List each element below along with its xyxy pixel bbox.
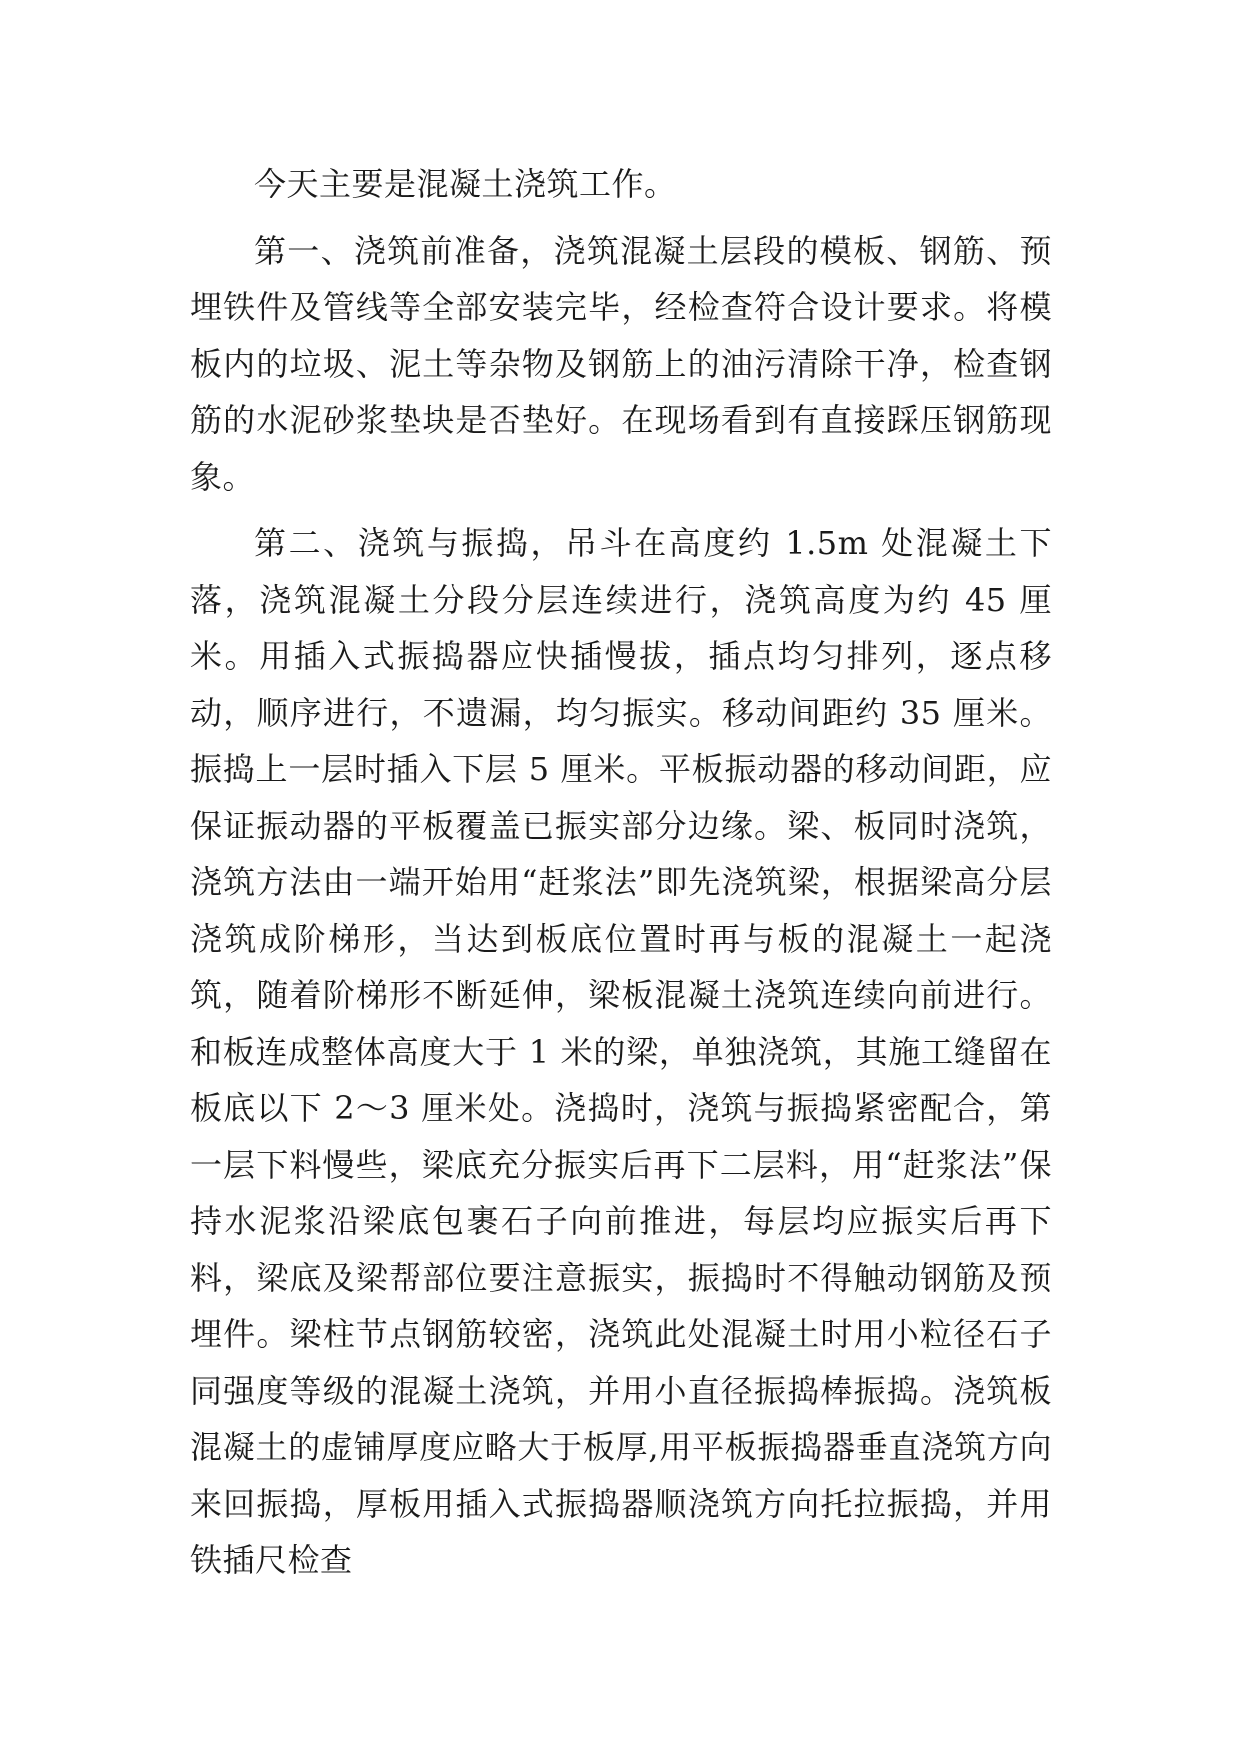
document-body	[190, 156, 1052, 1599]
paragraph-intro: 今天主要是混凝土浇筑工作。	[254, 165, 677, 203]
paragraph-preparation: 第一、浇筑前准备，浇筑混凝土层段的模板、钢筋、预埋铁件及管线等全部安装完毕，经检查符合设计要求。将模板内的垃圾、泥土等杂物及钢筋上的油污清除干净，检查钢筋的水泥砂浆垫块是否垫好。在现场看到有直接踩压钢筋现象。	[190, 231, 1052, 496]
paragraph-pouring-vibrating: 第二、浇筑与振捣，吊斗在高度约 1.5m 处混凝土下落，浇筑混凝土分段分层连续进行，浇筑高度为约 45 厘米。用插入式振捣器应快插慢拔，插点均匀排列，逐点移动，顺序进行，不遗漏，均匀振实。移动间距约 35 厘米。振捣上一层时插入下层 5 厘米。平板振动器的移动间距，应保证振动器的平板覆盖已振实部分边缘。梁、板同时浇筑，浇筑方法由一端开始用“赶浆法”即先浇筑梁，根据梁高分层浇筑成阶梯形，当达到板底位置时再与板的混凝土一起浇筑，随着阶梯形不断延伸，梁板混凝土浇筑连续向前进行。和板连成整体高度大于 1 米的梁，单独浇筑，其施工缝留在板底以下 2～3 厘米处。浇捣时，浇筑与振捣紧密配合，第一层下料慢些，梁底充分振实后再下二层料，用“赶浆法”保持水泥浆沿梁底包裹石子向前推进，每层均应振实后再下料，梁底及梁帮部位要注意振实，振捣时不得触动钢筋及预埋件。梁柱节点钢筋较密，浇筑此处混凝土时用小粒径石子同强度等级的混凝土浇筑，并用小直径振捣棒振捣。浇筑板混凝土的虚铺厚度应略大于板厚,用平板振捣器垂直浇筑方向来回振捣，厚板用插入式振捣器顺浇筑方向托拉振捣，并用铁插尺检查	[190, 524, 1052, 1579]
